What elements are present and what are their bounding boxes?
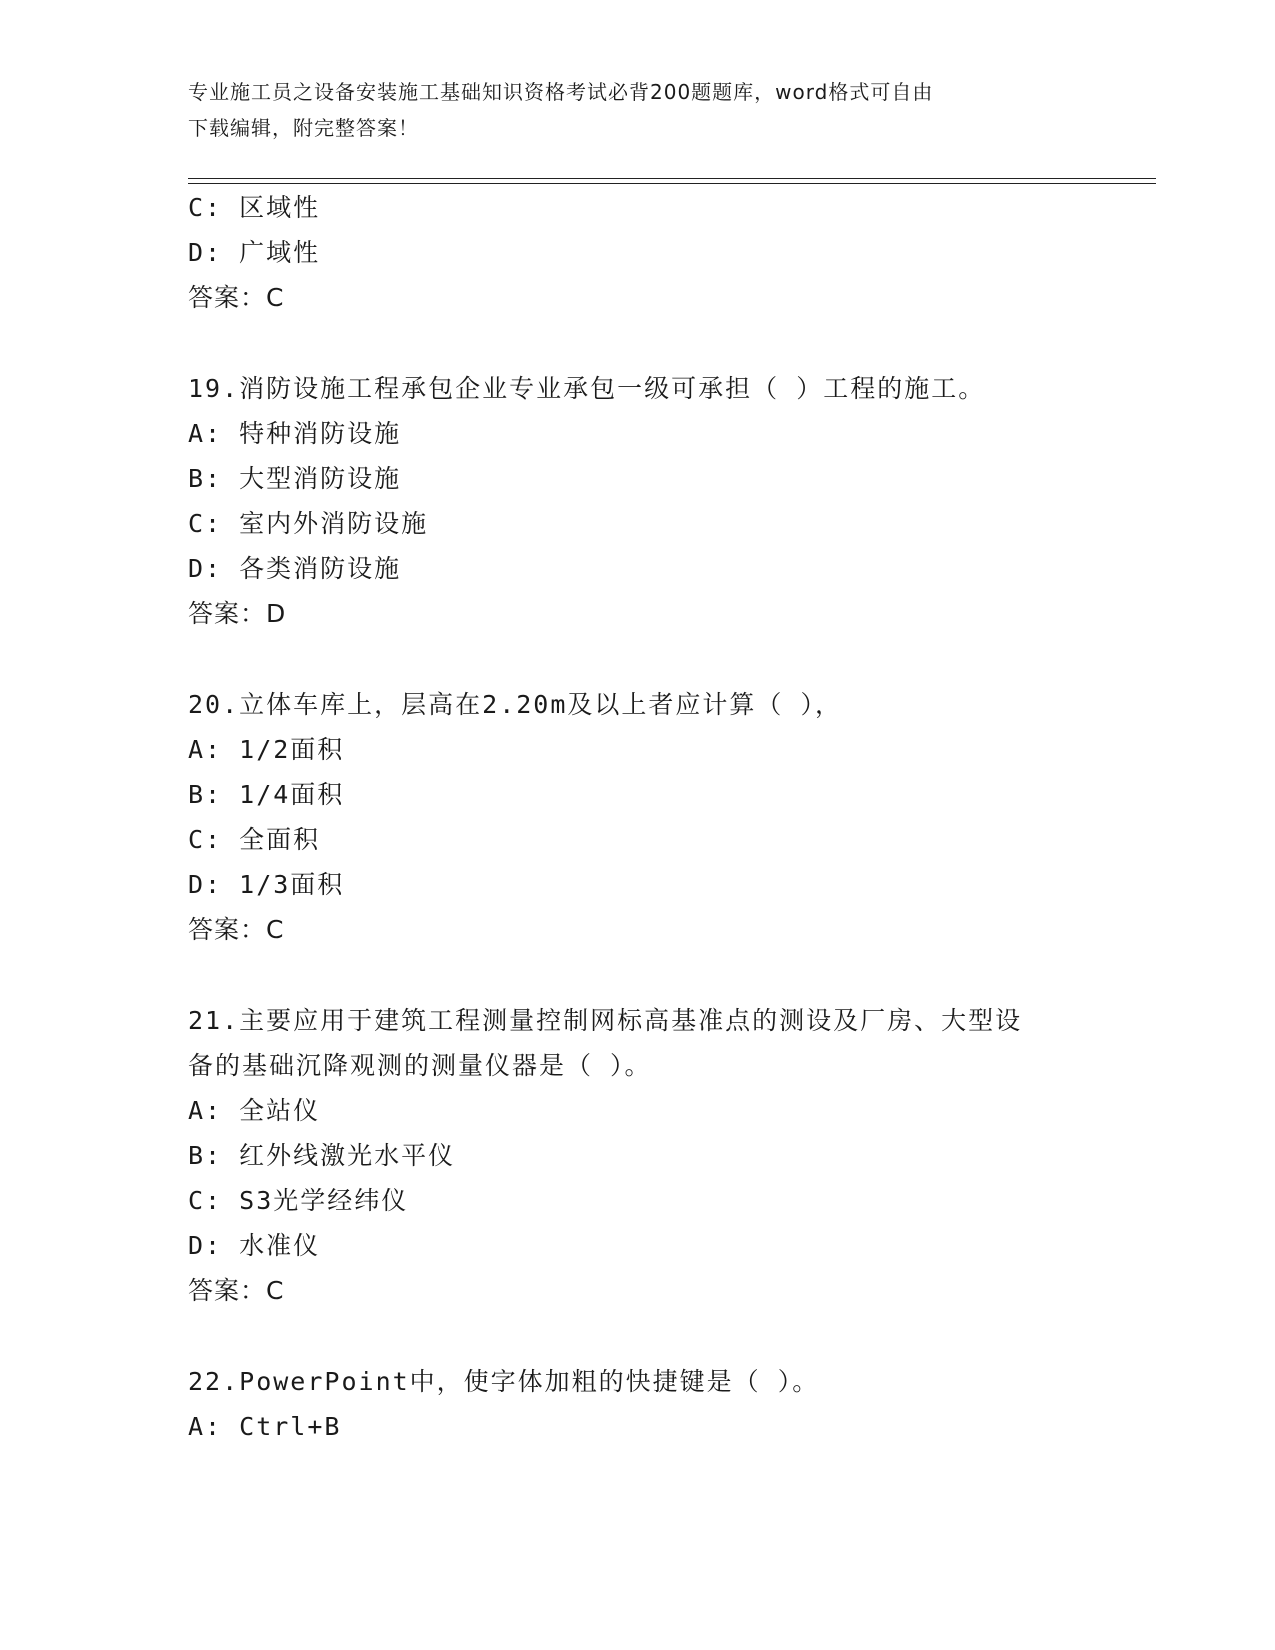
- q20-answer: 答案：C: [188, 915, 285, 944]
- q20-option-a: A: 1/2面积: [188, 735, 345, 764]
- prev-answer: 答案：C: [188, 283, 285, 312]
- q19-option-d: D: 各类消防设施: [188, 554, 402, 583]
- prev-option-c: C: 区域性: [188, 193, 321, 222]
- q21-option-b: B: 红外线激光水平仪: [188, 1141, 456, 1170]
- prev-option-d: D: 广域性: [188, 238, 321, 267]
- q19-option-c: C: 室内外消防设施: [188, 509, 429, 538]
- q21-answer: 答案：C: [188, 1276, 285, 1305]
- header-line-2: 下载编辑，附完整答案！: [188, 116, 419, 140]
- q22-stem: 22.PowerPoint中，使字体加粗的快捷键是（ ）。: [188, 1367, 820, 1396]
- q19-option-b: B: 大型消防设施: [188, 464, 402, 493]
- q19-stem: 19.消防设施工程承包企业专业承包一级可承担（ ）工程的施工。: [188, 374, 986, 403]
- header-divider-bottom: [188, 183, 1156, 184]
- header-line-1: 专业施工员之设备安装施工基础知识资格考试必背200题题库，word格式可自由: [188, 80, 934, 104]
- q21-option-d: D: 水准仪: [188, 1231, 321, 1260]
- q19-answer: 答案：D: [188, 599, 287, 628]
- q21-option-a: A: 全站仪: [188, 1096, 321, 1125]
- q20-stem: 20.立体车库上，层高在2.20m及以上者应计算（ ），: [188, 690, 842, 719]
- q20-option-d: D: 1/3面积: [188, 870, 345, 899]
- q21-option-c: C: S3光学经纬仪: [188, 1186, 409, 1215]
- q21-stem-line-2: 备的基础沉降观测的测量仪器是（ ）。: [188, 1051, 652, 1080]
- q19-option-a: A: 特种消防设施: [188, 419, 402, 448]
- q21-stem-line-1: 21.主要应用于建筑工程测量控制网标高基准点的测设及厂房、大型设: [188, 1006, 1023, 1035]
- document-header: [188, 74, 1068, 146]
- q20-option-b: B: 1/4面积: [188, 780, 345, 809]
- q22-option-a: A: Ctrl+B: [188, 1412, 342, 1441]
- q20-option-c: C: 全面积: [188, 825, 321, 854]
- header-divider-top: [188, 178, 1156, 179]
